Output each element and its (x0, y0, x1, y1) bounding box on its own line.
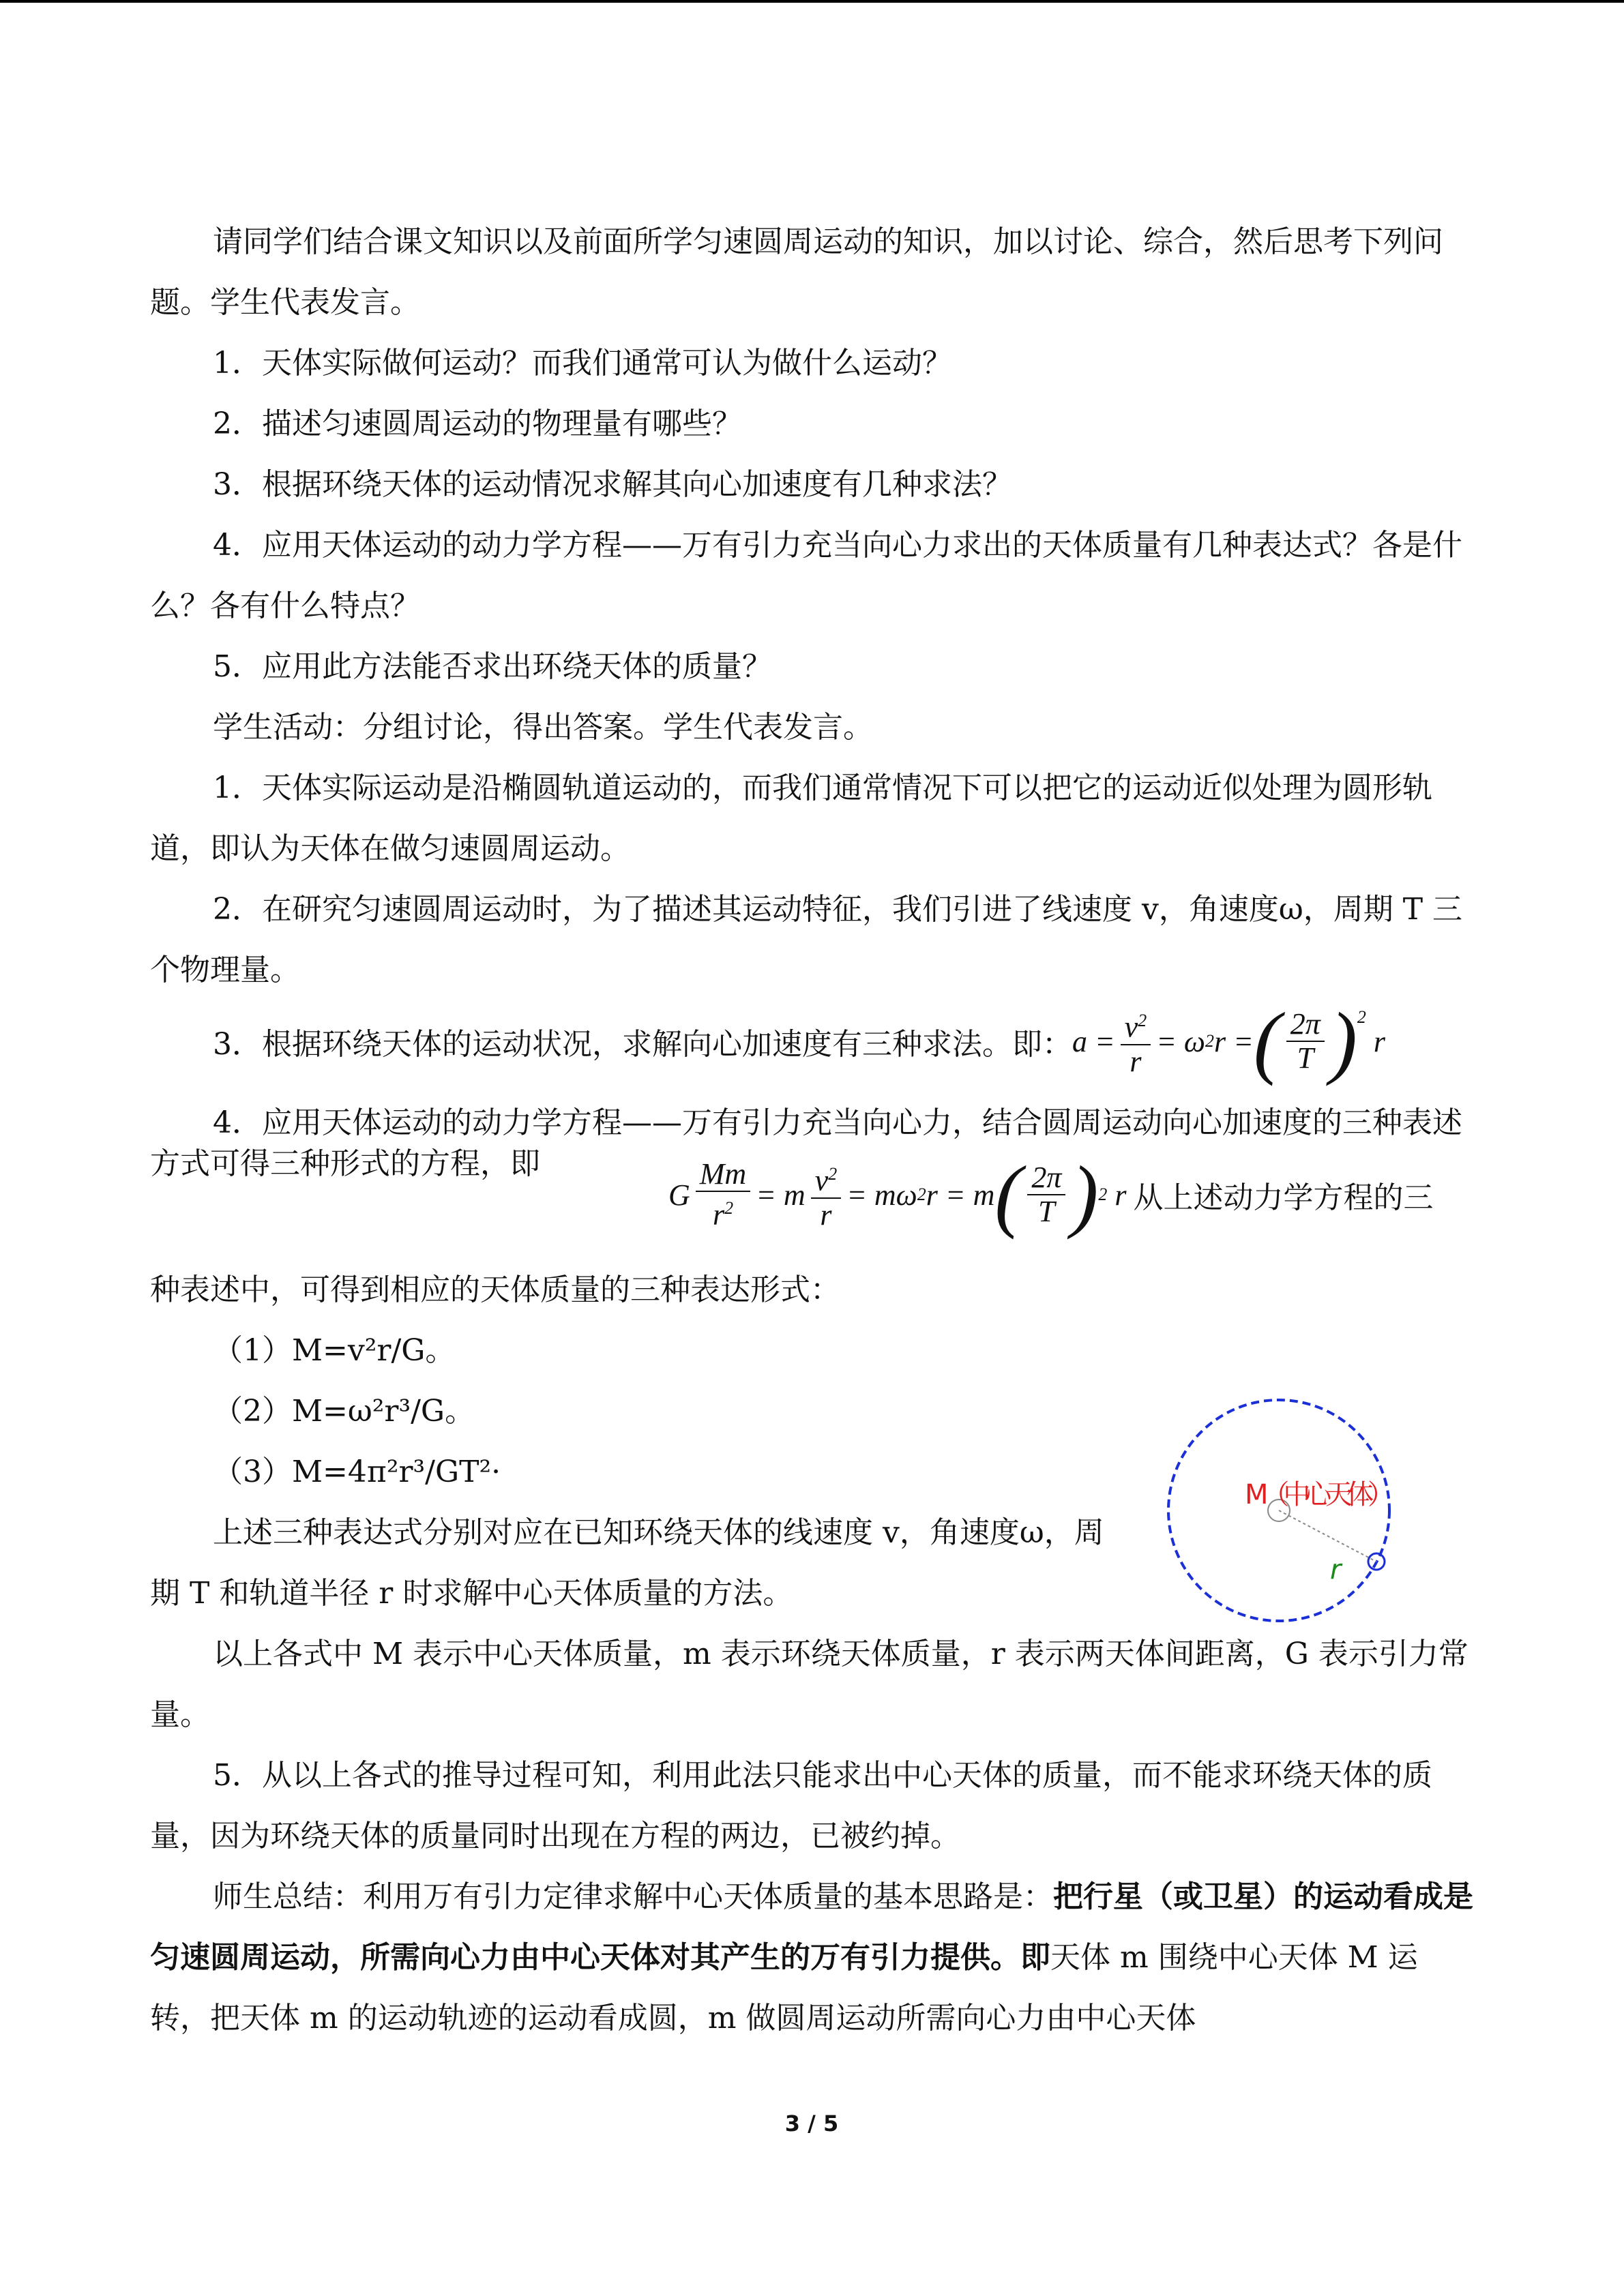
question-4: 4．应用天体运动的动力学方程——万有引力充当向心力求出的天体质量有几种表达式？各是什么？各有什么特点？ (150, 528, 1462, 623)
document-body (150, 211, 1473, 2048)
acceleration-formula: a = $\frac{v^2}{r}$ = ω 2 r = ( $\frac{2\pi}{T}$ ) $^2$ r (1072, 996, 1385, 1086)
mass-formula-3: （3）M=4π²r³/GT²· (213, 1455, 501, 1489)
question-1: 1．天体实际做何运动？而我们通常可认为做什么运动？ (213, 346, 952, 381)
dynamics-equation: G $\frac{Mm}{r^2}$ = m $\frac{v^2}{r}$ = mω 2 r = m ( $\frac{2\pi}{T}$ ) 2 r (668, 1149, 1127, 1240)
orbit-diagram (1156, 1395, 1402, 1626)
radius-line (1279, 1510, 1376, 1562)
answer-1: 1．天体实际运动是沿椭圆轨道运动的，而我们通常情况下可以把它的运动近似处理为圆形轨道，即认为天体在做匀速圆周运动。 (150, 771, 1432, 866)
question-3: 3．根据环绕天体的运动情况求解其向心加速度有几种求法？ (213, 467, 1012, 502)
answer-2: 2．在研究匀速圆周运动时，为了描述其运动特征，我们引进了线速度 v，角速度ω，周期 T 三个物理量。 (150, 892, 1463, 987)
methods-paragraph: 上述三种表达式分别对应在已知环绕天体的线速度 v，角速度ω，周期 T 和轨道半径 r 时求解中心天体质量的方法。 (150, 1515, 1104, 1611)
page-number: 3 / 5 (784, 2111, 839, 2136)
top-border (0, 0, 1624, 3)
mass-formula-1: （1）M=v²r/G。 (213, 1333, 456, 1368)
question-5: 5．应用此方法能否求出环绕天体的质量？ (213, 649, 772, 684)
answer-3-text: 3．根据环绕天体的运动状况，求解向心加速度有三种求法。即： (213, 1027, 1072, 1062)
answer-4-text: 4．应用天体运动的动力学方程——万有引力充当向心力，结合圆周运动向心加速度的三种表述方式可得三种形式的方程，即 (150, 1105, 1462, 1181)
activity-paragraph: 学生活动：分组讨论，得出答案。学生代表发言。 (213, 710, 873, 745)
symbols-paragraph: 以上各式中 M 表示中心天体质量，m 表示环绕天体质量，r 表示两天体间距离，G 表示引力常量。 (150, 1637, 1468, 1732)
radius-label: r (1330, 1554, 1342, 1585)
central-body-label: M（中心天体） (1245, 1479, 1395, 1510)
answer-3 (150, 996, 1473, 1086)
answer-4-end: 种表述中，可得到相应的天体质量的三种表达形式： (150, 1272, 840, 1307)
summary-paragraph: 师生总结：利用万有引力定律求解中心天体质量的基本思路是：把行星（或卫星）的运动看成是匀速圆周运动，所需向心力由中心天体对其产生的万有引力提供。即天体 m 围绕中心天体 M 运转，把天体 m 的运动轨迹的运动看成圆，m 做圆周运动所需向心力由中心天体 (150, 1879, 1473, 2036)
intro-paragraph: 请同学们结合课文知识以及前面所学匀速圆周运动的知识，加以讨论、综合，然后思考下列问题。学生代表发言。 (150, 224, 1443, 320)
answer-4-continuation: 从上述动力学方程的三 (1133, 1180, 1434, 1215)
question-2: 2．描述匀速圆周运动的物理量有哪些？ (213, 406, 742, 441)
mass-formula-2: （2）M=ω²r³/G。 (213, 1394, 475, 1429)
answer-5: 5．从以上各式的推导过程可知，利用此法只能求出中心天体的质量，而不能求环绕天体的质量，因为环绕天体的质量同时出现在方程的两边，已被约掉。 (150, 1758, 1432, 1853)
